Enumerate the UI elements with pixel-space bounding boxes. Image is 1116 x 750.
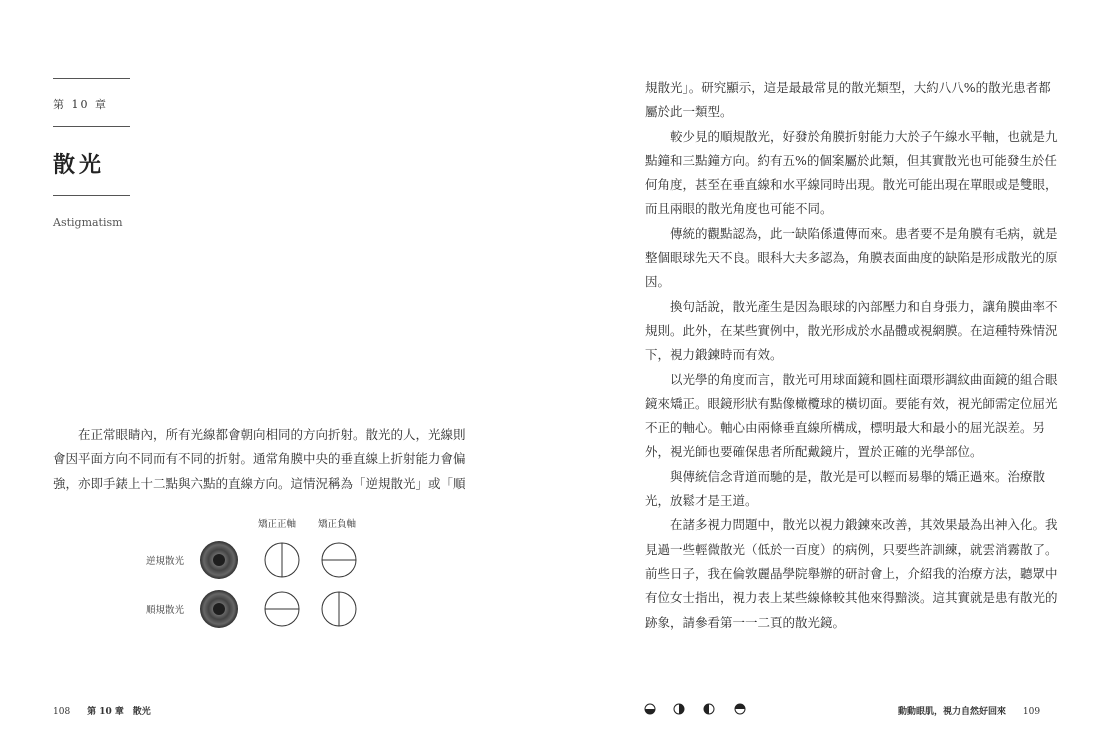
right-footer	[898, 704, 1040, 717]
lens-vertical-icon	[265, 543, 299, 577]
chapter-bottom-rule	[53, 195, 130, 196]
footer-title: 散光	[132, 707, 151, 717]
chapter-title: 散光	[53, 152, 106, 178]
page-number: 108	[53, 707, 71, 717]
lens-horizontal-icon	[265, 592, 299, 626]
eye-image	[200, 541, 238, 579]
figure-column-label: 矯正正軸	[258, 519, 297, 530]
circle-half-right-icon	[674, 704, 684, 714]
paragraph: 在正常眼睛內，所有光線都會朝向相同的方向折射。散光的人，光線則會因平面方向不同而有不同的折射。通常角膜中央的垂直線上折射能力會偏強，亦即手錶上十二點與六點的直線方向。這情況稱為「逆規散光」或「順	[53, 427, 466, 491]
paragraph: 在諸多視力問題中，散光以視力鍛鍊來改善，其效果最為出神入化。我見過一些輕微散光（低於一百度）的病例，只要些許訓練，就雲消霧散了。前些日子，我在倫敦麗晶學院舉辦的研討會上，介紹我的治療方法，聽眾中有位女士指出，視力表上某些線條較其他來得黯淡。這其實就是患有散光的跡象，請參看第一一二頁的散光鏡。	[645, 517, 1058, 630]
footer-chapter: 第 10 章	[87, 707, 124, 717]
left-body-text	[53, 423, 468, 496]
page-number: 109	[1022, 707, 1041, 717]
figure-row-label: 順規散光	[146, 605, 185, 616]
footer-icons	[643, 701, 753, 717]
chapter-number: 第 10 章	[53, 98, 108, 111]
astigmatism-figure	[140, 516, 380, 628]
paragraph: 與傳統信念背道而馳的是，散光是可以輕而易舉的矯正過來。治療散光，放鬆才是王道。	[645, 468, 1046, 509]
footer-book-title: 動動眼肌，視力自然好回來	[898, 707, 1007, 717]
eye-image	[200, 590, 238, 628]
chapter-mid-rule	[53, 126, 130, 127]
paragraph: 以光學的角度而言，散光可用球面鏡和圓柱面環形調紋曲面鏡的組合眼鏡來矯正。眼鏡形狀有點像橄欖球的橫切面。要能有效，視光師需定位屈光不正的軸心。軸心由兩條垂直線所構成，標明最大和最小的屈光誤差。另外，視光師也要確保患者所配戴鏡片，置於正確的光學部位。	[645, 371, 1058, 460]
right-body-text	[645, 76, 1060, 635]
circle-filled-bottom-icon	[645, 704, 655, 714]
paragraph: 換句話說，散光產生是因為眼球的內部壓力和自身張力，讓角膜曲率不規則。此外，在某些實例中，散光形成於水晶體或視網膜。在這種特殊情況下，視力鍛鍊時而有效。	[645, 298, 1058, 363]
lens-vertical-icon	[322, 592, 356, 626]
figure-column-label: 矯正負軸	[318, 519, 357, 530]
chapter-top-rule	[53, 78, 130, 79]
left-footer	[53, 704, 151, 717]
lens-horizontal-icon	[322, 543, 356, 577]
figure-graphics	[140, 516, 380, 628]
paragraph: 規散光」。研究顯示，這是最最常見的散光類型，大約八八%的散光患者都屬於此一類型。	[645, 80, 1051, 120]
circle-half-left-icon	[704, 704, 714, 714]
chapter-subtitle: Astigmatism	[53, 216, 123, 229]
paragraph: 傳統的觀點認為，此一缺陷係遺傳而來。患者要不是角膜有毛病，就是整個眼球先天不良。眼科大夫多認為，角膜表面曲度的缺陷是形成散光的原因。	[645, 225, 1058, 290]
paragraph: 較少見的順規散光，好發於角膜折射能力大於子午線水平軸，也就是九點鐘和三點鐘方向。約有五%的個案屬於此類，但其實散光也可能發生於任何角度，甚至在垂直線和水平線同時出現。散光可能出現在單眼或是雙眼，而且兩眼的散光角度也可能不同。	[645, 128, 1058, 217]
circle-filled-top-icon	[735, 704, 745, 714]
figure-row-label: 逆規散光	[146, 556, 185, 567]
